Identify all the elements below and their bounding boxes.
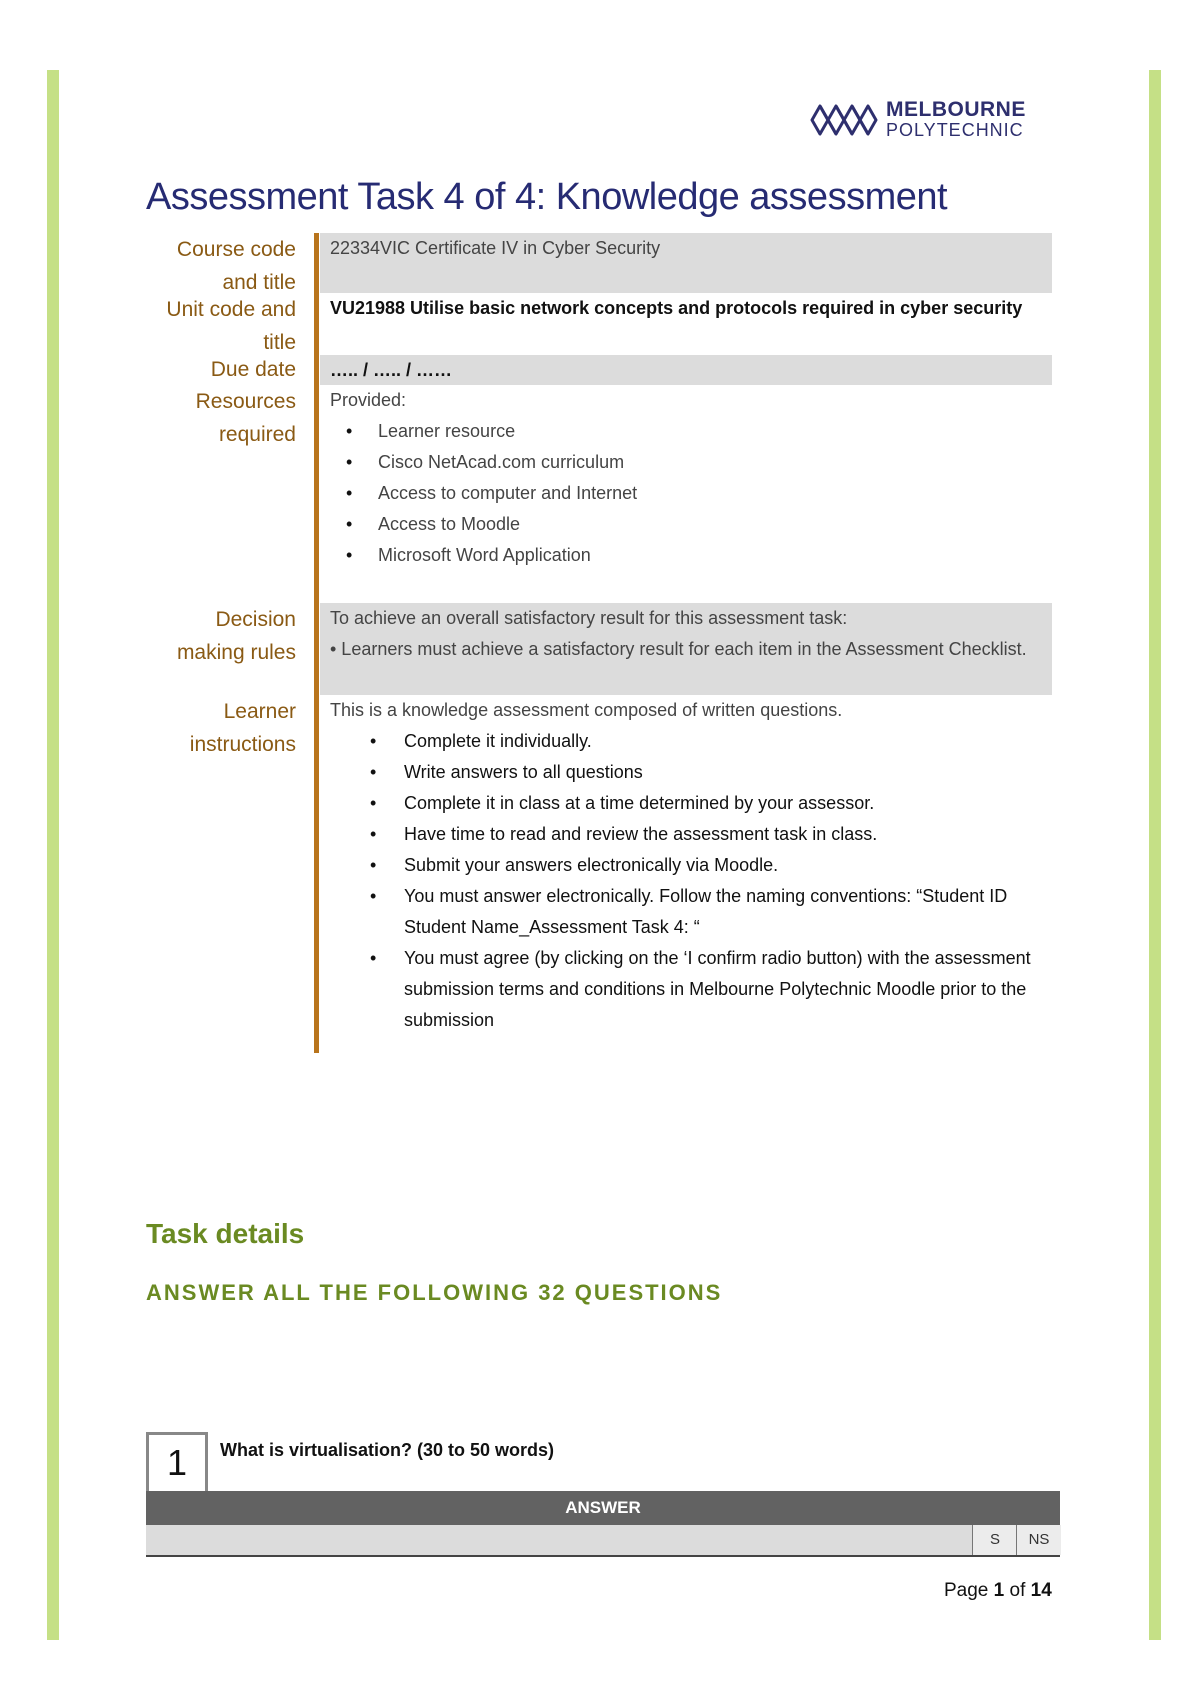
list-item: • You must answer electronically. Follow the naming conventions: “Student ID Student Name_Assessment Task 4: “ xyxy=(330,881,1042,943)
list-item: • You must agree (by clicking on the ‘I confirm radio button) with the assessment submission terms and conditions in Melbourne Polytechnic Moodle prior to the submission xyxy=(330,943,1042,1036)
list-item: • Write answers to all questions xyxy=(330,757,1042,788)
question-text: What is virtualisation? (30 to 50 words) xyxy=(220,1440,555,1460)
list-item: • Microsoft Word Application xyxy=(330,540,1042,571)
row-resources xyxy=(146,385,1052,603)
melbourne-polytechnic-logo xyxy=(810,100,1030,142)
resources-list xyxy=(330,416,1042,571)
instructions-label: Learner instructions xyxy=(189,700,296,756)
row-unit xyxy=(146,293,1052,355)
logo-mark-icon xyxy=(810,102,880,138)
row-instructions xyxy=(146,695,1052,1036)
right-margin-bar xyxy=(1149,70,1161,1640)
list-item: • Complete it individually. xyxy=(330,726,1042,757)
question-number-box: 1 xyxy=(146,1432,208,1494)
decision-label: Decision making rules xyxy=(176,608,296,664)
course-label: Course code and title xyxy=(176,238,296,294)
satisfactory-cell[interactable]: S xyxy=(972,1525,1017,1555)
row-course xyxy=(146,233,1052,293)
list-item: • Submit your answers electronically via Moodle. xyxy=(330,850,1042,881)
decision-value xyxy=(320,603,1052,695)
logo-line-2: POLYTECHNIC xyxy=(886,120,1024,140)
instructions-list xyxy=(330,726,1042,1036)
answer-row[interactable] xyxy=(146,1525,1060,1557)
left-margin-bar xyxy=(47,70,59,1640)
unit-value: VU21988 Utilise basic network concepts and protocols required in cyber security xyxy=(330,298,1023,318)
task-details-heading: Task details xyxy=(146,1218,305,1249)
task-details-subheading: ANSWER ALL THE FOLLOWING 32 QUESTIONS xyxy=(146,1280,723,1305)
row-decision xyxy=(146,603,1052,695)
unit-label: Unit code and title xyxy=(166,298,296,354)
page-number xyxy=(944,1580,1052,1602)
decision-line-1: To achieve an overall satisfactory result for this assessment task: xyxy=(330,608,848,628)
list-item: • Access to computer and Internet xyxy=(330,478,1042,509)
answer-header: ANSWER xyxy=(146,1491,1060,1525)
total-pages: 14 xyxy=(1030,1580,1052,1601)
due-value: ….. / ….. / …… xyxy=(320,355,1052,385)
course-value: 22334VIC Certificate IV in Cyber Security xyxy=(320,233,1052,293)
list-item: • Learner resource xyxy=(330,416,1042,447)
list-item: • Cisco NetAcad.com curriculum xyxy=(330,447,1042,478)
due-label: Due date xyxy=(210,358,296,381)
assessment-info-table xyxy=(146,233,1052,1036)
list-item: • Complete it in class at a time determined by your assessor. xyxy=(330,788,1042,819)
not-satisfactory-cell[interactable]: NS xyxy=(1016,1525,1061,1555)
resources-intro: Provided: xyxy=(330,390,407,410)
page-word: Page xyxy=(944,1580,989,1601)
resources-label: Resources required xyxy=(195,390,296,446)
list-item: • Access to Moodle xyxy=(330,509,1042,540)
instructions-intro: This is a knowledge assessment composed of written questions. xyxy=(330,700,843,720)
list-item: • Have time to read and review the assessment task in class. xyxy=(330,819,1042,850)
logo-line-1: MELBOURNE xyxy=(886,98,1026,121)
resources-value xyxy=(320,385,1052,603)
row-due xyxy=(146,355,1052,385)
of-word: of xyxy=(1009,1580,1026,1601)
page-title: Assessment Task 4 of 4: Knowledge assessment xyxy=(146,176,948,218)
current-page: 1 xyxy=(993,1580,1005,1601)
decision-line-2: • Learners must achieve a satisfactory result for each item in the Assessment Checklist. xyxy=(330,639,1027,659)
instructions-value xyxy=(320,695,1052,1036)
